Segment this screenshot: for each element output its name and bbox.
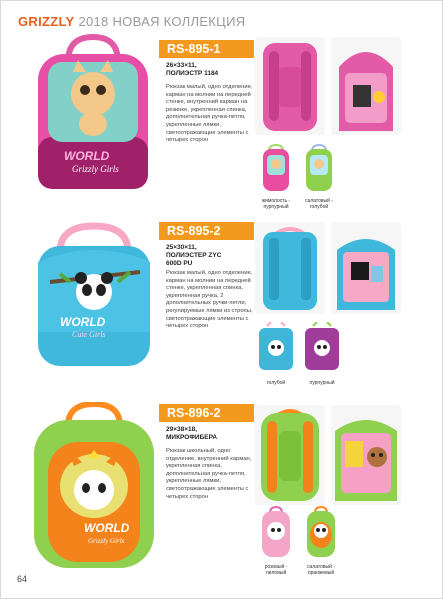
backpack-image xyxy=(28,32,158,192)
color-swatch-image xyxy=(304,143,334,193)
color-swatch-image xyxy=(257,322,295,372)
product-description: Рюкзак малый, одно отделение, карман на молнии на передней стенке, внутренний карман на резинке, укрепленная спинка, дополнительная ручка-петля, укрепленные лямки, светоотражающие элементы с четырех сторон xyxy=(166,84,253,144)
product-description: Рюкзак малый, одно отделение, карман на молнии на передней стенке, укрепленная спинка, укрепленная ручка, 2 дополнительных ручки-петли, регулируемые лямки из стропы, светоотражающие элементы с четырех сторон xyxy=(166,270,253,330)
product-specs xyxy=(166,62,218,78)
color-swatch-image xyxy=(305,505,337,559)
print-text-world: WORLD xyxy=(64,149,110,163)
print-text-world: WORLD xyxy=(60,315,106,329)
brand-name: GRIZZLY xyxy=(18,14,75,29)
product-material: ПОЛИЭСТЕР ZYC xyxy=(166,252,222,259)
color-label: салатовый - голубой xyxy=(305,198,333,210)
product-size: 26×33×11, xyxy=(166,62,197,69)
back-view-image xyxy=(255,405,325,505)
product-specs xyxy=(166,426,217,442)
color-swatch-image xyxy=(260,505,292,559)
color-swatch-image xyxy=(303,322,341,372)
product-code: RS-895-2 xyxy=(159,222,254,240)
print-text-world: WORLD xyxy=(84,521,130,535)
color-label: розовый - лиловый xyxy=(264,564,288,576)
backpack-image xyxy=(28,402,160,572)
product-material-2: 600D PU xyxy=(166,260,193,267)
print-text-girls: Cute Girls xyxy=(72,330,106,339)
product-size: 25×30×11, xyxy=(166,244,197,251)
print-text-girls: Grizzly Girls xyxy=(72,164,119,174)
color-swatch-image xyxy=(261,143,291,193)
print-text-girls: Grizzly Girls xyxy=(88,537,125,545)
color-label: салатовый - оранжевый xyxy=(307,564,335,576)
page-number: 64 xyxy=(17,574,28,584)
collection-title: 2018 НОВАЯ КОЛЛЕКЦИЯ xyxy=(78,14,246,29)
inside-view-image xyxy=(331,37,401,135)
inside-view-image xyxy=(331,405,401,505)
product-description: Рюкзак школьный, одно отделение, внутренний карман, укрепленная спинка, дополнительная ручка-петля, укрепленные лямки, светоотражающие элементы с четырех сторон xyxy=(166,448,252,500)
color-label: пурпурный xyxy=(309,380,335,386)
back-view-image xyxy=(255,222,325,314)
color-label: голубой xyxy=(266,380,286,386)
page-header xyxy=(18,14,245,29)
product-specs xyxy=(166,244,221,268)
product-material: ПОЛИЭСТР 1184 xyxy=(166,70,219,77)
color-label: жимолость - пурпурный xyxy=(261,198,291,210)
product-material: МИКРОФИБЕРА xyxy=(166,434,218,441)
inside-view-image xyxy=(331,222,401,314)
backpack-image xyxy=(30,222,158,372)
product-code: RS-895-1 xyxy=(159,40,254,58)
back-view-image xyxy=(255,37,325,135)
product-code: RS-896-2 xyxy=(159,404,254,422)
product-size: 29×38×18, xyxy=(166,426,198,433)
